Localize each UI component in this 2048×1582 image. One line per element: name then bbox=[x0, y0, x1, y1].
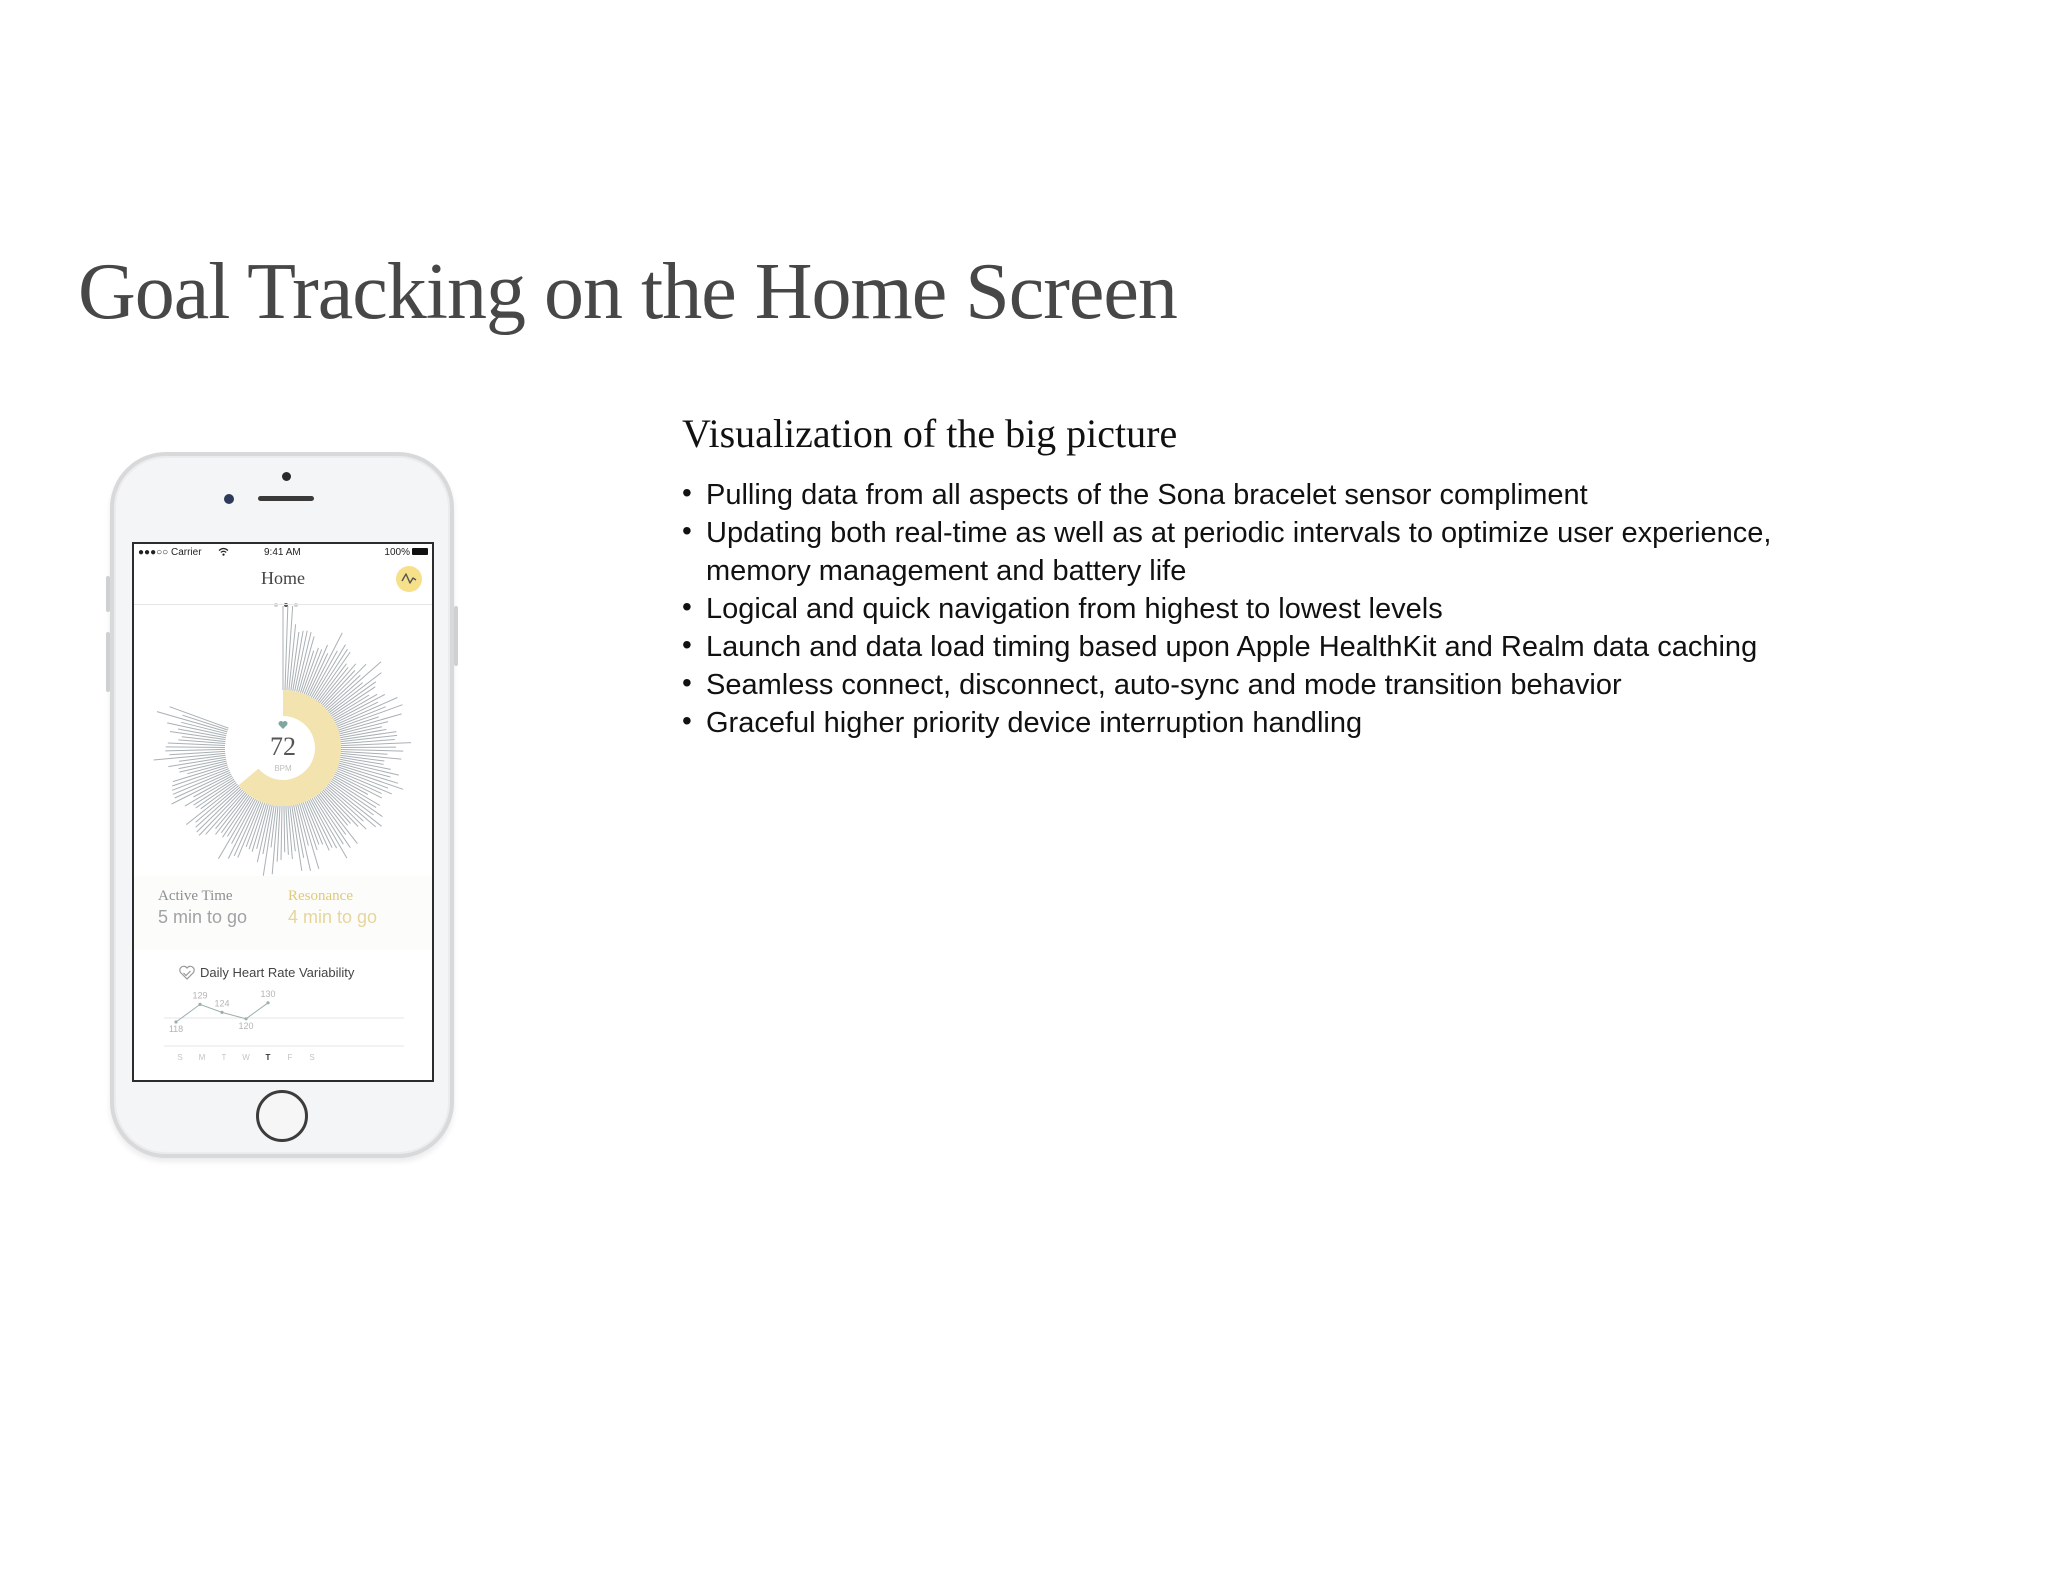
battery-icon bbox=[412, 548, 428, 555]
hrv-data-label: 124 bbox=[214, 998, 230, 1009]
page-indicator[interactable] bbox=[271, 594, 301, 600]
phone-screen bbox=[132, 542, 434, 1082]
front-camera-icon bbox=[224, 494, 234, 504]
slide-title: Goal Tracking on the Home Screen bbox=[78, 248, 1177, 336]
hrv-title: Daily Heart Rate Variability bbox=[200, 965, 355, 980]
hrv-data-label: 130 bbox=[260, 988, 276, 999]
status-battery: 100% bbox=[384, 547, 410, 558]
hrv-day-label[interactable]: F bbox=[287, 1053, 293, 1062]
radial-ray bbox=[175, 772, 231, 798]
heart-rate-radial-chart bbox=[134, 606, 432, 876]
section-subtitle: Visualization of the big picture bbox=[682, 411, 1178, 456]
bullet-item: • Logical and quick navigation from highest to lowest levels bbox=[682, 590, 1822, 628]
radial-ray bbox=[341, 750, 403, 752]
phone-mockup bbox=[110, 452, 454, 1158]
status-time: 9:41 AM bbox=[264, 547, 301, 558]
hrv-data-label: 118 bbox=[168, 1024, 184, 1034]
hrv-day-label[interactable]: S bbox=[177, 1053, 183, 1062]
goals-panel bbox=[134, 876, 432, 950]
hrv-day-label[interactable]: M bbox=[198, 1053, 206, 1062]
hrv-data-label: 120 bbox=[238, 1020, 254, 1031]
goal-resonance[interactable] bbox=[288, 888, 377, 928]
heart-rate-value: 72 bbox=[270, 732, 296, 761]
goal-label: Resonance bbox=[288, 888, 353, 904]
bullet-list bbox=[682, 476, 1822, 742]
bullet-item: • Graceful higher priority device interruption handling bbox=[682, 704, 1822, 742]
radial-ray bbox=[314, 797, 344, 844]
radial-ray bbox=[216, 794, 248, 835]
wave-icon bbox=[396, 566, 422, 592]
radial-ray bbox=[168, 743, 225, 746]
heart-icon bbox=[279, 721, 288, 729]
goal-value: 4 min to go bbox=[288, 907, 378, 927]
radial-ray bbox=[281, 806, 282, 860]
radial-ray bbox=[284, 806, 285, 852]
status-bar bbox=[134, 544, 432, 560]
hrv-day-label[interactable]: T bbox=[221, 1053, 227, 1062]
heart-rate-unit: BPM bbox=[274, 764, 292, 773]
home-button[interactable] bbox=[256, 1090, 308, 1142]
hrv-point bbox=[198, 1003, 201, 1006]
bullet-item: • Pulling data from all aspects of the Sona bracelet sensor compliment bbox=[682, 476, 1822, 514]
radial-ray bbox=[181, 722, 227, 734]
wifi-icon bbox=[218, 547, 229, 556]
hrv-chart bbox=[134, 982, 432, 1082]
radial-ray bbox=[234, 801, 259, 856]
radial-ray bbox=[341, 740, 395, 744]
goal-active-time[interactable] bbox=[158, 888, 247, 928]
goal-value: 5 min to go bbox=[158, 907, 248, 927]
radial-ray bbox=[165, 749, 225, 751]
earpiece-speaker bbox=[258, 496, 314, 501]
status-carrier: ●●●○○ Carrier bbox=[138, 547, 202, 558]
power-button bbox=[454, 606, 458, 666]
hrv-day-label[interactable]: T bbox=[265, 1053, 271, 1062]
hrv-data-label: 129 bbox=[192, 990, 208, 1001]
hrv-day-label[interactable]: S bbox=[309, 1053, 315, 1062]
radial-ray bbox=[218, 798, 253, 859]
heart-outline-icon bbox=[178, 965, 196, 981]
mute-switch bbox=[106, 576, 110, 612]
bullet-item: • Seamless connect, disconnect, auto-sync and mode transition behavior bbox=[682, 666, 1822, 704]
hrv-day-label[interactable]: W bbox=[242, 1053, 250, 1062]
radial-ray bbox=[286, 806, 289, 855]
nav-title: Home bbox=[261, 568, 305, 588]
proximity-sensor bbox=[282, 472, 291, 481]
radial-ray bbox=[166, 747, 225, 748]
volume-up-button bbox=[106, 632, 110, 692]
activity-mode-button[interactable] bbox=[396, 566, 422, 592]
bullet-item: • Launch and data load timing based upon Apple HealthKit and Realm data caching bbox=[682, 628, 1822, 666]
bullet-item: • Updating both real-time as well as at periodic intervals to optimize user experience, memory management and battery life bbox=[682, 514, 1822, 590]
nav-divider bbox=[134, 604, 432, 605]
goal-label: Active Time bbox=[158, 888, 233, 904]
hrv-point bbox=[266, 1001, 269, 1004]
hrv-point bbox=[220, 1011, 223, 1014]
